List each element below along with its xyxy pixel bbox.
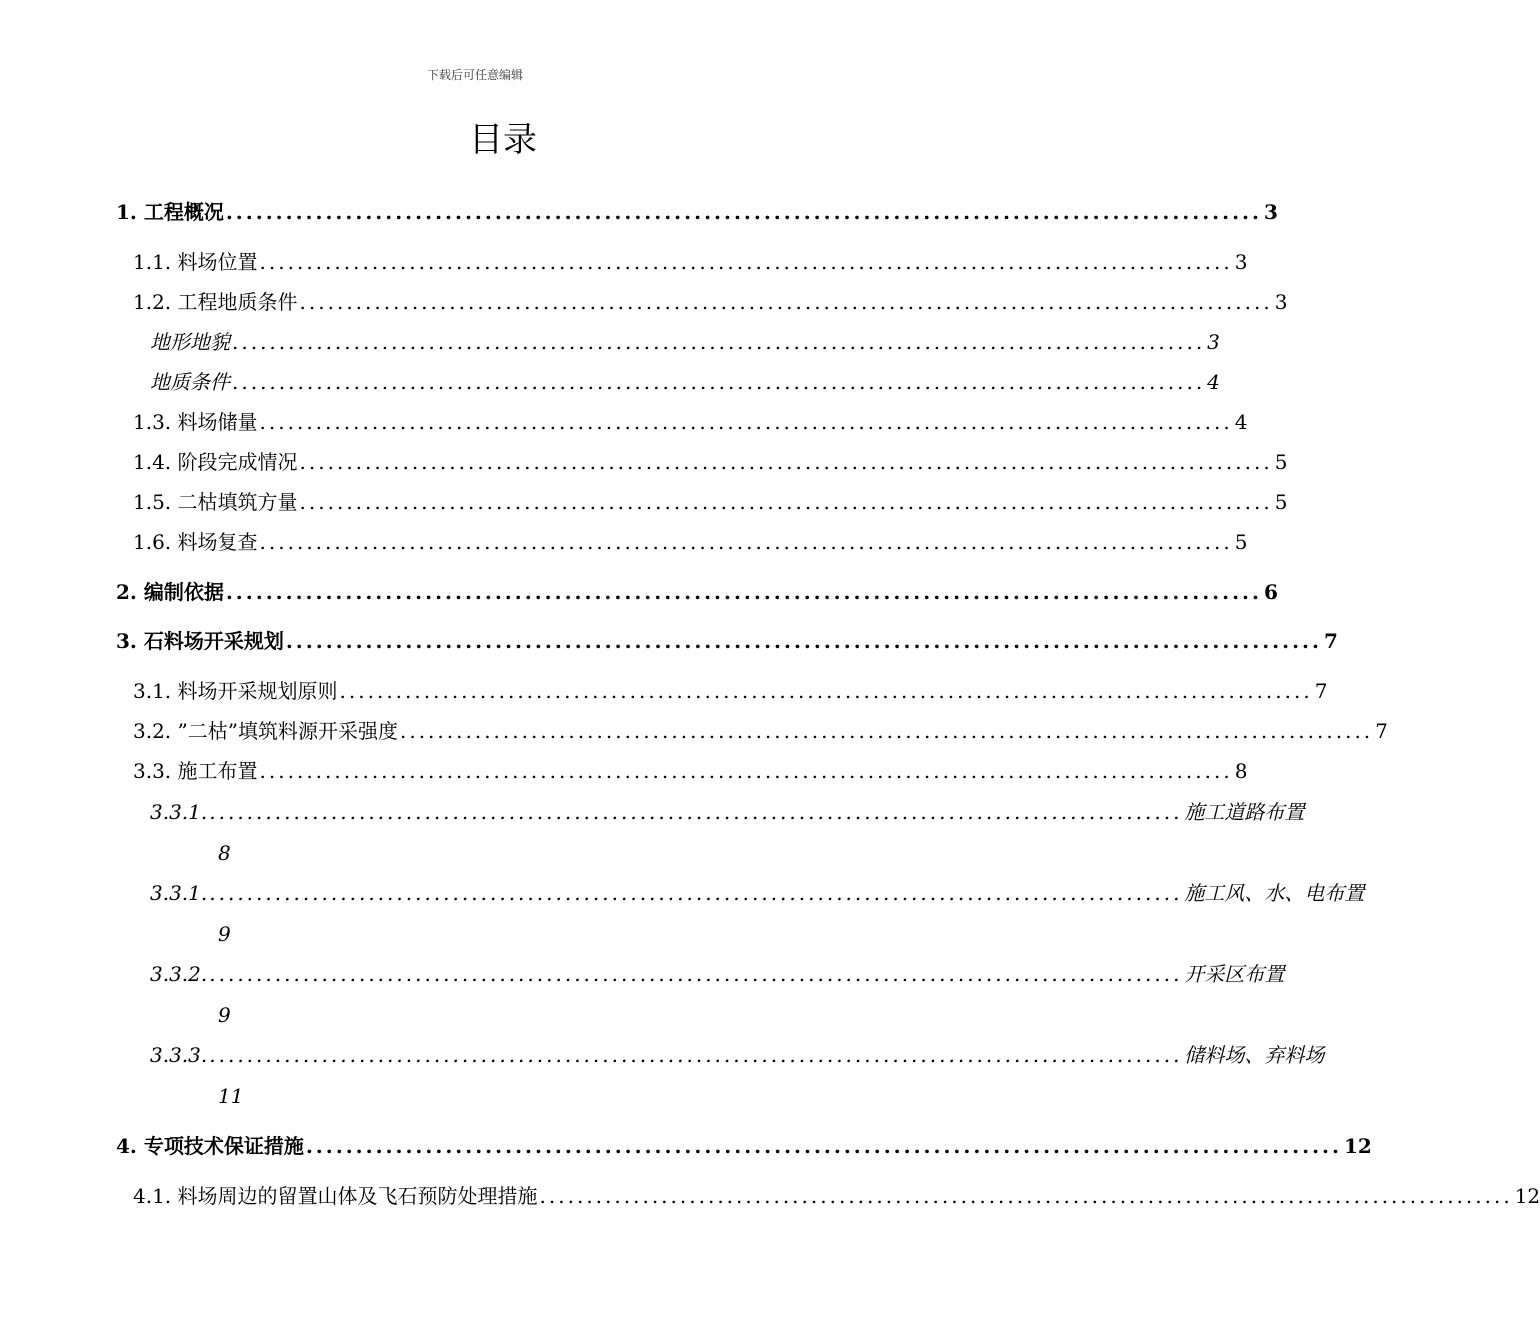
toc-dot-leader: ........................................................................................................: [259, 759, 1233, 783]
toc-entry-1-4[interactable]: [133, 447, 1288, 477]
toc-entry-number: 3.3.3.: [150, 1043, 208, 1067]
toc-entry-label: 开采区布置: [1184, 962, 1285, 986]
toc-entry-page: 11: [218, 1084, 244, 1108]
toc-entry-page: 9: [218, 922, 231, 946]
toc-entry-page: 5: [1274, 490, 1288, 514]
toc-dot-leader: ........................................................................................................: [305, 1134, 1342, 1158]
toc-entry-3-3-1-utilities[interactable]: [150, 878, 1365, 908]
toc-entry-label: 4.1. 料场周边的留置山体及飞石预防处理措施: [133, 1184, 538, 1208]
toc-entry-1-1[interactable]: [133, 247, 1248, 277]
toc-dot-leader: ........................................................................................................: [259, 410, 1233, 434]
toc-entry-page: 7: [1314, 679, 1328, 703]
toc-entry-page: 3: [1274, 290, 1288, 314]
toc-entry-label: 1.2. 工程地质条件: [133, 290, 298, 314]
toc-entry-3-2[interactable]: [133, 716, 1388, 746]
toc-entry-label: 2. 编制依据: [116, 580, 224, 604]
toc-entry-page: 8: [218, 841, 231, 865]
toc-dot-leader: ........................................................................................................: [209, 800, 1183, 824]
toc-entry-page: 7: [1375, 719, 1388, 743]
toc-entry-4-1[interactable]: [133, 1181, 1540, 1211]
toc-entry-2[interactable]: [116, 577, 1278, 607]
toc-dot-leader: ........................................................................................................: [285, 629, 1322, 653]
toc-entry-3[interactable]: [116, 626, 1338, 656]
toc-entry-number: 3.3.1.: [150, 800, 208, 824]
toc-title-right: 录: [503, 120, 537, 160]
toc-entry-label: 3. 石料场开采规划: [116, 629, 284, 653]
toc-dot-leader: ........................................................................................................: [225, 580, 1262, 604]
toc-entry-label: 地形地貌: [150, 330, 230, 354]
toc-dot-leader: ........................................................................................................: [539, 1184, 1513, 1208]
toc-dot-leader: ........................................................................................................: [225, 200, 1262, 224]
header-note: 下载后可任意编辑: [426, 68, 523, 82]
toc-entry-3-3-2[interactable]: [150, 959, 1285, 989]
toc-entry-page: 3: [1234, 250, 1248, 274]
toc-entry-label: 1. 工程概况: [116, 200, 224, 224]
toc-entry-terrain[interactable]: [150, 327, 1220, 357]
toc-entry-label: 地质条件: [150, 370, 230, 394]
toc-entry-page: 3: [1207, 330, 1220, 354]
toc-entry-3-3[interactable]: [133, 756, 1248, 786]
toc-entry-1[interactable]: [116, 197, 1278, 227]
toc-title-left: 目: [469, 120, 503, 160]
toc-entry-page: 4: [1207, 370, 1220, 394]
toc-entry-1-2[interactable]: [133, 287, 1288, 317]
toc-dot-leader: ........................................................................................................: [259, 530, 1233, 554]
toc-entry-page: 5: [1234, 530, 1248, 554]
toc-dot-leader: ........................................................................................................: [232, 370, 1206, 394]
toc-entry-label: 1.1. 料场位置: [133, 250, 258, 274]
toc-dot-leader: ........................................................................................................: [209, 881, 1183, 905]
toc-entry-number: 3.3.2.: [150, 962, 208, 986]
toc-entry-label: 施工道路布置: [1184, 800, 1305, 824]
toc-entry-page: 12: [1514, 1184, 1540, 1208]
toc-entry-page: 4: [1234, 410, 1248, 434]
toc-entry-label: 3.1. 料场开采规划原则: [133, 679, 338, 703]
toc-entry-3-3-3[interactable]: [150, 1040, 1325, 1070]
toc-entry-page: 9: [218, 1003, 231, 1027]
toc-title: [0, 112, 950, 161]
toc-dot-leader: ........................................................................................................: [299, 290, 1273, 314]
toc-entry-page: 7: [1323, 629, 1338, 653]
toc-entry-label: 施工风、水、电布置: [1184, 881, 1365, 905]
toc-dot-leader: ........................................................................................................: [339, 679, 1313, 703]
toc-dot-leader: ........................................................................................................: [399, 719, 1374, 743]
toc-entry-1-3[interactable]: [133, 407, 1248, 437]
toc-entry-label: 1.6. 料场复查: [133, 530, 258, 554]
toc-entry-1-6[interactable]: [133, 527, 1248, 557]
toc-entry-label: 4. 专项技术保证措施: [116, 1134, 304, 1158]
toc-dot-leader: ........................................................................................................: [232, 330, 1206, 354]
toc-entry-1-5[interactable]: [133, 487, 1288, 517]
toc-dot-leader: ........................................................................................................: [209, 1043, 1183, 1067]
toc-entry-page: 8: [1234, 759, 1248, 783]
toc-dot-leader: ........................................................................................................: [299, 450, 1273, 474]
toc-entry-3-1[interactable]: [133, 676, 1328, 706]
toc-entry-page: 3: [1263, 200, 1278, 224]
toc-entry-number: 3.3.1.: [150, 881, 208, 905]
toc-entry-page: 6: [1263, 580, 1278, 604]
toc-dot-leader: ........................................................................................................: [299, 490, 1273, 514]
toc-entry-page: 12: [1343, 1134, 1372, 1158]
toc-entry-label: 储料场、弃料场: [1184, 1043, 1325, 1067]
toc-dot-leader: ........................................................................................................: [209, 962, 1183, 986]
toc-entry-page: 5: [1274, 450, 1288, 474]
toc-entry-label: 1.5. 二枯填筑方量: [133, 490, 298, 514]
toc-entry-4[interactable]: [116, 1131, 1372, 1161]
toc-entry-label: 1.4. 阶段完成情况: [133, 450, 298, 474]
toc-entry-label: 3.2. ”二枯”填筑料源开采强度: [133, 719, 398, 743]
toc-entry-geology[interactable]: [150, 367, 1220, 397]
toc-entry-label: 3.3. 施工布置: [133, 759, 258, 783]
toc-entry-label: 1.3. 料场储量: [133, 410, 258, 434]
toc-dot-leader: ........................................................................................................: [259, 250, 1233, 274]
toc-entry-3-3-1-roads[interactable]: [150, 797, 1305, 827]
